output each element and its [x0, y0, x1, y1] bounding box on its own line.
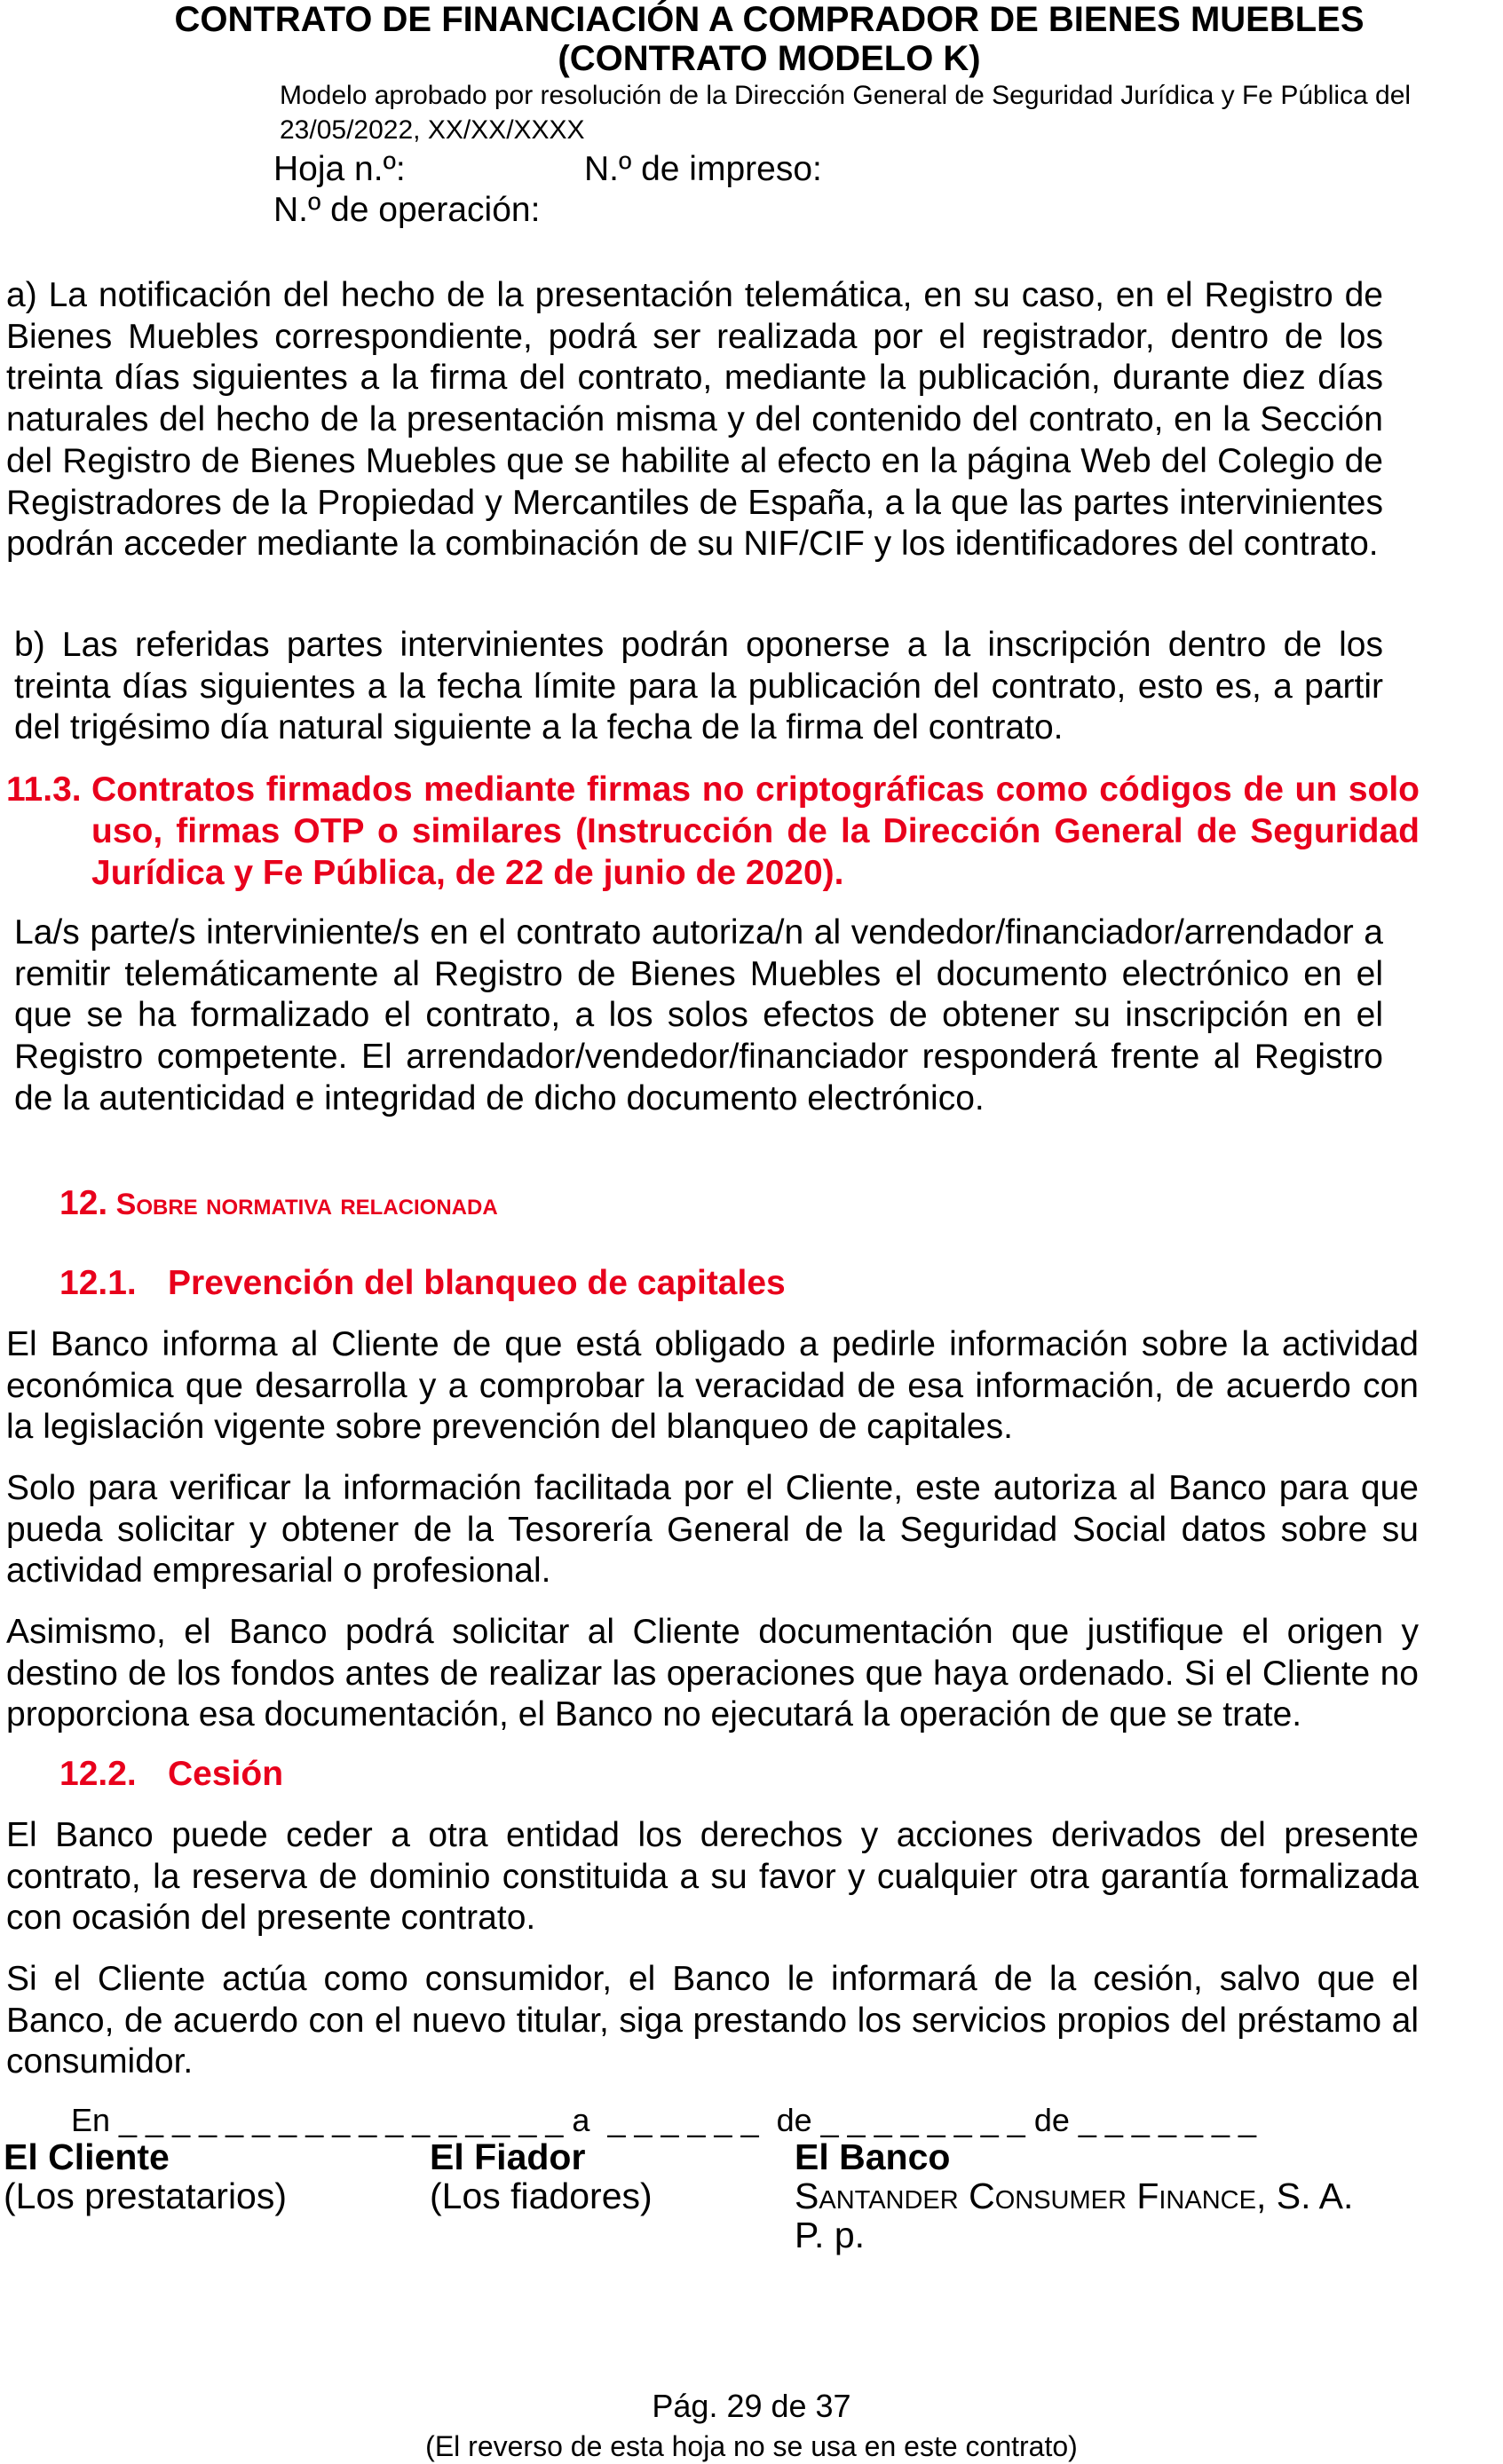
heading-text: Contratos firmados mediante firmas no criptográficas como códigos de un solo uso, firmas OTP o similares (Instrucción de la Dirección General de Seguridad Jurídica y Fe Pública, de 22 de junio de 2020). — [91, 770, 1420, 892]
signature-date-line: En _ _ _ _ _ _ _ _ _ _ _ _ _ _ _ _ _ a _ _ _ _ _ _ de _ _ _ _ _ _ _ _ de _ _ _ _ _ _ _ — [71, 2102, 1257, 2138]
paragraph-12-2-b: Si el Cliente actúa como consumidor, el Banco le informará de la cesión, salvo que el Banco, de acuerdo con el nuevo titular, siga prestando los servicios propios del préstamo al consumidor. — [6, 1960, 1419, 2081]
document-title — [0, 0, 1503, 78]
heading-12-1 — [59, 1264, 786, 1303]
heading-11-3 — [6, 769, 1420, 894]
title-line-2: (CONTRATO MODELO K) — [558, 39, 981, 78]
paragraph-12-2-a: El Banco puede ceder a otra entidad los derechos y acciones derivados del presente contrato, la reserva de dominio constituida a su favor y cualquier otra garantía formalizada con ocasión del presente contrato. — [6, 1816, 1419, 1938]
impreso-label: N.º de impreso: — [584, 150, 822, 188]
cliente-title: El Cliente — [4, 2136, 170, 2177]
fiador-subtitle: (Los fiadores) — [430, 2176, 653, 2216]
heading-number: 12. — [59, 1184, 108, 1222]
paragraph-12-1-b: Solo para verificar la información facilitada por el Cliente, este autoriza al Banco para que pueda solicitar y obtener de la Tesorería General de la Seguridad Social datos sobre su actividad empresarial o profesional. — [6, 1469, 1419, 1591]
page-number: Pág. 29 de 37 — [652, 2388, 851, 2424]
heading-number: 12.2. — [59, 1755, 137, 1793]
signature-cliente — [4, 2137, 287, 2215]
operacion-label: N.º de operación: — [273, 191, 541, 229]
title-line-1: CONTRATO DE FINANCIACIÓN A COMPRADOR DE BIENES MUEBLES — [174, 0, 1365, 39]
paragraph-12-1-a: El Banco informa al Cliente de que está obligado a pedirle información sobre la actividad económica que desarrolla y a comprobar la veracidad de esa información, de acuerdo con la legislación vigente sobre prevención del blanqueo de capitales. — [6, 1325, 1419, 1447]
paragraph-a: a) La notificación del hecho de la presentación telemática, en su caso, en el Registro de Bienes Muebles correspondiente, podrá ser realizada por el registrador, dentro de los treinta días siguientes a la firma del contrato, mediante la publicación, durante diez días naturales del hecho de la presentación misma y del contenido del contrato, en la Sección del Registro de Bienes Muebles que se habilite al efecto en la página Web del Colegio de Registradores de la Propiedad y Mercantiles de España, a la que las partes intervinientes podrán acceder mediante la combinación de su NIF/CIF y los identificadores del contrato. — [6, 276, 1383, 564]
heading-text: Cesión — [168, 1755, 284, 1793]
fiador-title: El Fiador — [430, 2136, 586, 2177]
paragraph-11-3: La/s parte/s interviniente/s en el contrato autoriza/n al vendedor/financiador/arrendador a remitir telemáticamente al Registro de Bienes Muebles el documento electrónico en el que se ha formalizado el contrato, a los solos efectos de obtener su inscripción en el Registro competente. El arrendador/vendedor/financiador responderá frente al Registro de la autenticidad e integridad de dicho documento electrónico. — [14, 913, 1383, 1117]
signature-fiador — [430, 2137, 653, 2215]
heading-text: Sobre normativa relacionada — [115, 1188, 498, 1221]
model-approval-note: Modelo aprobado por resolución de la Dirección General de Seguridad Jurídica y Fe Pública del 23/05/2022, XX/XX/XXXX — [280, 81, 1412, 145]
reverse-note: (El reverso de esta hoja no se usa en este contrato) — [425, 2430, 1078, 2462]
heading-text: Prevención del blanqueo de capitales — [168, 1264, 786, 1302]
heading-number: 12.1. — [59, 1264, 137, 1302]
heading-number: 11.3. — [6, 770, 82, 809]
paragraph-12-1-c: Asimismo, el Banco podrá solicitar al Cliente documentación que justifique el origen y destino de los fondos antes de realizar las operaciones que haya ordenado. Si el Cliente no proporciona esa documentación, el Banco no ejecutará la operación de que se trate. — [6, 1613, 1419, 1734]
heading-12-2 — [59, 1755, 283, 1794]
heading-12 — [59, 1184, 498, 1223]
paragraph-b: b) Las referidas partes intervinientes podrán oponerse a la inscripción dentro de los treinta días siguientes a la fecha límite para la publicación del contrato, esto es, a partir del trigésimo día natural siguiente a la fecha de la firma del contrato. — [14, 626, 1383, 747]
banco-name: Santander Consumer Finance, S. A. — [795, 2176, 1354, 2216]
hoja-label: Hoja n.º: — [273, 150, 406, 188]
signature-banco — [795, 2137, 1353, 2255]
cliente-subtitle: (Los prestatarios) — [4, 2176, 288, 2216]
banco-title: El Banco — [795, 2136, 951, 2177]
banco-pp: P. p. — [795, 2215, 866, 2255]
